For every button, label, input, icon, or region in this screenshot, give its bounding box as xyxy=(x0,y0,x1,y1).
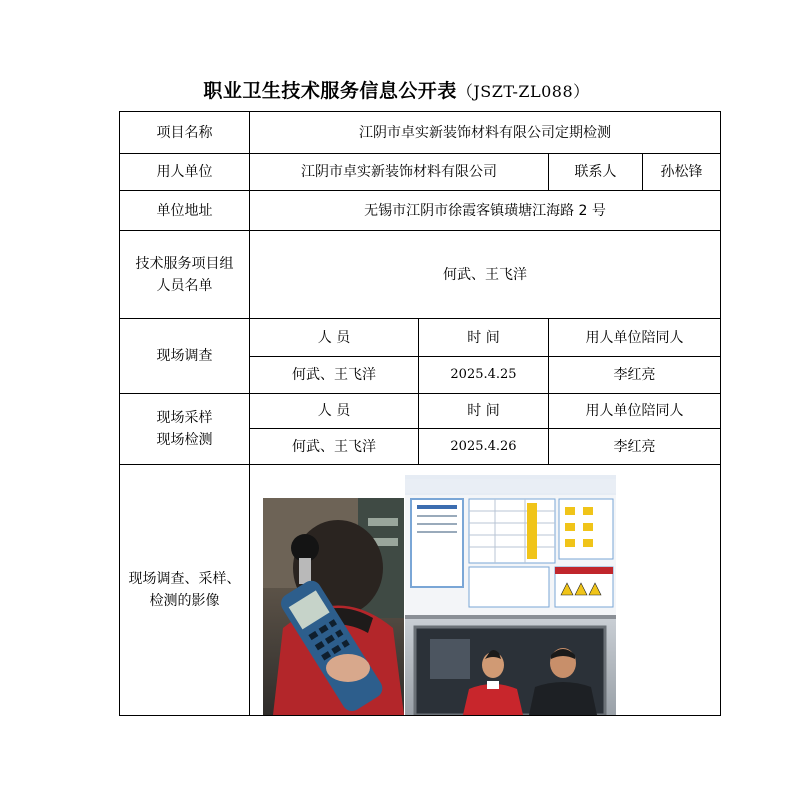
row-employer xyxy=(120,154,721,191)
people-illustration xyxy=(405,619,616,715)
images-label-line2: 检测的影像 xyxy=(149,593,220,609)
site-survey-photo xyxy=(405,475,616,715)
sampling-time: 2025.4.26 xyxy=(419,429,549,465)
survey-col-personnel: 人 员 xyxy=(250,319,419,357)
info-table xyxy=(119,111,721,716)
row-address xyxy=(120,191,721,231)
row-images xyxy=(120,465,721,716)
sampling-escort: 李红亮 xyxy=(549,429,721,465)
row-project-name xyxy=(120,112,721,154)
noise-measurement-photo xyxy=(263,498,404,715)
row-team xyxy=(120,231,721,319)
survey-personnel: 何武、王飞洋 xyxy=(250,357,419,394)
team-label-line1: 技术服务项目组 xyxy=(135,255,234,272)
employer-label: 用人单位 xyxy=(120,154,250,191)
team-value: 何武、王飞洋 xyxy=(250,231,721,319)
title-code: （JSZT-ZL088） xyxy=(456,82,590,101)
team-label xyxy=(120,231,250,319)
sampling-col-escort: 用人单位陪同人 xyxy=(549,394,721,429)
safety-board-illustration xyxy=(405,475,616,615)
sampling-label xyxy=(120,394,250,465)
row-sampling-header xyxy=(120,394,721,429)
title-text: 职业卫生技术服务信息公开表 xyxy=(203,80,457,102)
contact-label: 联系人 xyxy=(549,154,643,191)
safety-board xyxy=(405,475,616,619)
images-label-line1: 现场调查、采样、 xyxy=(128,571,241,587)
address-label: 单位地址 xyxy=(120,191,250,231)
photo-area xyxy=(250,465,720,715)
sampling-label-line2: 现场检测 xyxy=(156,432,213,448)
sampling-label-line1: 现场采样 xyxy=(156,410,213,426)
project-name-label: 项目名称 xyxy=(120,112,250,154)
images-cell xyxy=(250,465,721,716)
address-value: 无锡市江阴市徐霞客镇璜塘江海路 2 号 xyxy=(250,191,721,231)
sampling-col-personnel: 人 员 xyxy=(250,394,419,429)
survey-escort: 李红亮 xyxy=(549,357,721,394)
survey-col-escort: 用人单位陪同人 xyxy=(549,319,721,357)
survey-col-time: 时 间 xyxy=(419,319,549,357)
survey-label: 现场调查 xyxy=(120,319,250,394)
office-doorway xyxy=(405,619,616,715)
page-title xyxy=(0,76,793,103)
contact-value: 孙松锋 xyxy=(643,154,721,191)
project-name-value: 江阴市卓实新装饰材料有限公司定期检测 xyxy=(250,112,721,154)
employer-value: 江阴市卓实新装饰材料有限公司 xyxy=(250,154,549,191)
noise-measurement-illustration xyxy=(263,498,404,715)
sampling-col-time: 时 间 xyxy=(419,394,549,429)
sampling-personnel: 何武、王飞洋 xyxy=(250,429,419,465)
team-label-line2: 人员名单 xyxy=(156,277,213,294)
board-banner xyxy=(405,479,616,493)
survey-time: 2025.4.25 xyxy=(419,357,549,394)
images-label xyxy=(120,465,250,716)
row-survey-header xyxy=(120,319,721,357)
